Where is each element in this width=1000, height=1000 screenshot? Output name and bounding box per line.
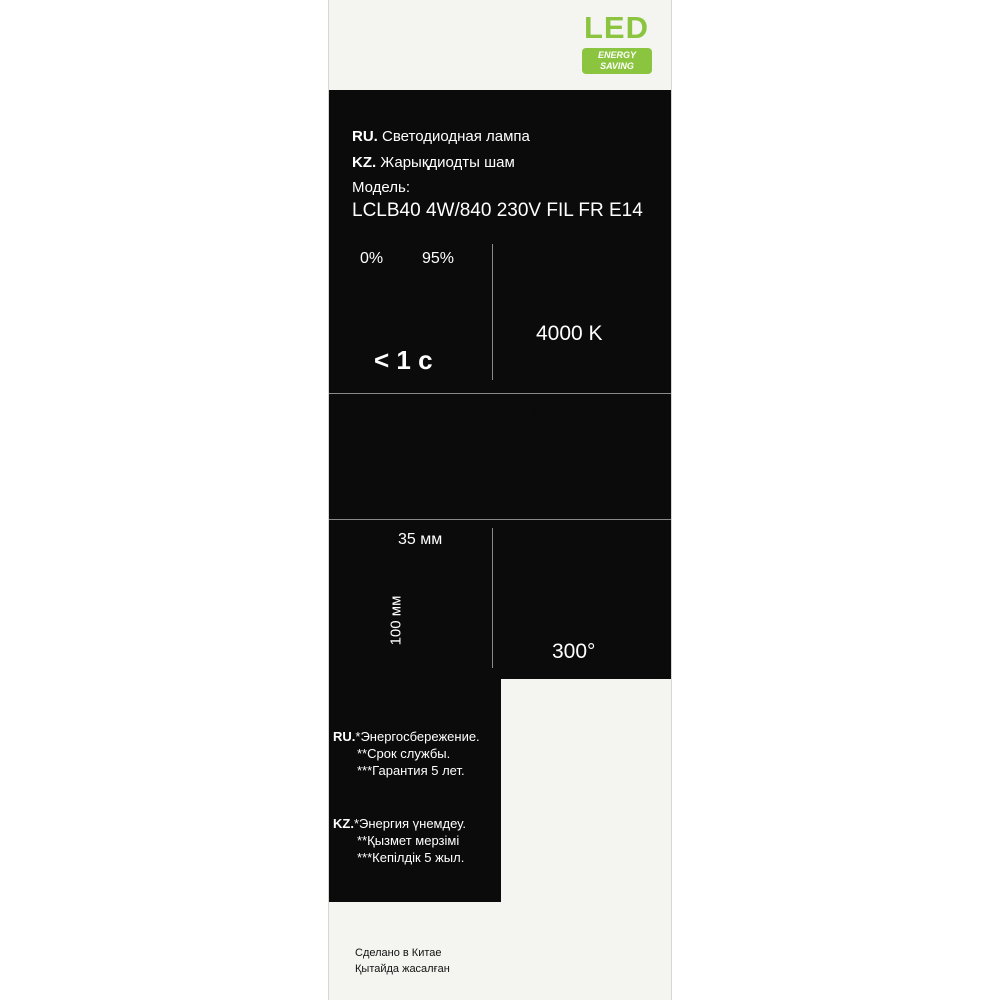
divider-v1	[492, 244, 493, 380]
notes-ru	[333, 728, 480, 779]
logo-line2: SAVING	[600, 61, 634, 71]
logo-badge	[582, 48, 652, 74]
color-temp-bar	[528, 297, 626, 317]
kz-product-name: Жарықдиодты шам	[380, 154, 515, 171]
logo-word: LED	[584, 10, 649, 45]
ru-product-name: Светодиодная лампа	[382, 128, 530, 145]
notes-kz-line-3: ***Кепілдік 5 жыл.	[357, 850, 465, 865]
footer-ru: Сделано в Китае	[355, 947, 442, 959]
header-ru-line	[352, 128, 530, 145]
model-value: LCLB40 4W/840 230V FIL FR E14	[352, 200, 643, 221]
header-kz-line	[352, 154, 515, 171]
kz-code: KZ.	[352, 154, 377, 171]
notes-ru-line-1: *Энергосбережение.	[355, 729, 480, 744]
led-energy-saving-logo	[580, 10, 658, 72]
divider-2	[329, 519, 671, 520]
notes-kz-code: KZ.	[333, 816, 354, 831]
startup-time: < 1 с	[374, 345, 433, 375]
width-label: 35 мм	[398, 531, 443, 548]
blank-area	[501, 679, 671, 902]
model-label: Модель:	[352, 179, 411, 196]
logo-line1: ENERGY	[597, 50, 636, 60]
notes-kz	[333, 815, 466, 866]
rotation-bulb-icon	[564, 542, 584, 596]
startup-to: 95%	[422, 250, 455, 267]
notes-ru-code: RU.	[333, 729, 356, 744]
divider-v2	[492, 528, 493, 668]
notes-ru-line-2: **Срок службы.	[357, 746, 451, 761]
footer-kz: Қытайда жасалған	[355, 963, 450, 975]
height-label: 100 мм	[387, 595, 405, 646]
ru-code: RU.	[352, 128, 378, 145]
notes-ru-line-3: ***Гарантия 5 лет.	[357, 763, 465, 778]
startup-from: 0%	[360, 250, 384, 267]
color-temp-value: 4000 K	[536, 322, 603, 345]
notes-kz-line-1: *Энергия үнемдеу.	[353, 816, 466, 831]
step1-label: 1	[414, 406, 423, 423]
step2-label: 2	[530, 406, 539, 423]
rotation-angle: 300°	[552, 640, 596, 663]
notes-kz-line-2: **Қызмет мерзімі	[357, 833, 460, 848]
divider-1	[329, 393, 671, 394]
